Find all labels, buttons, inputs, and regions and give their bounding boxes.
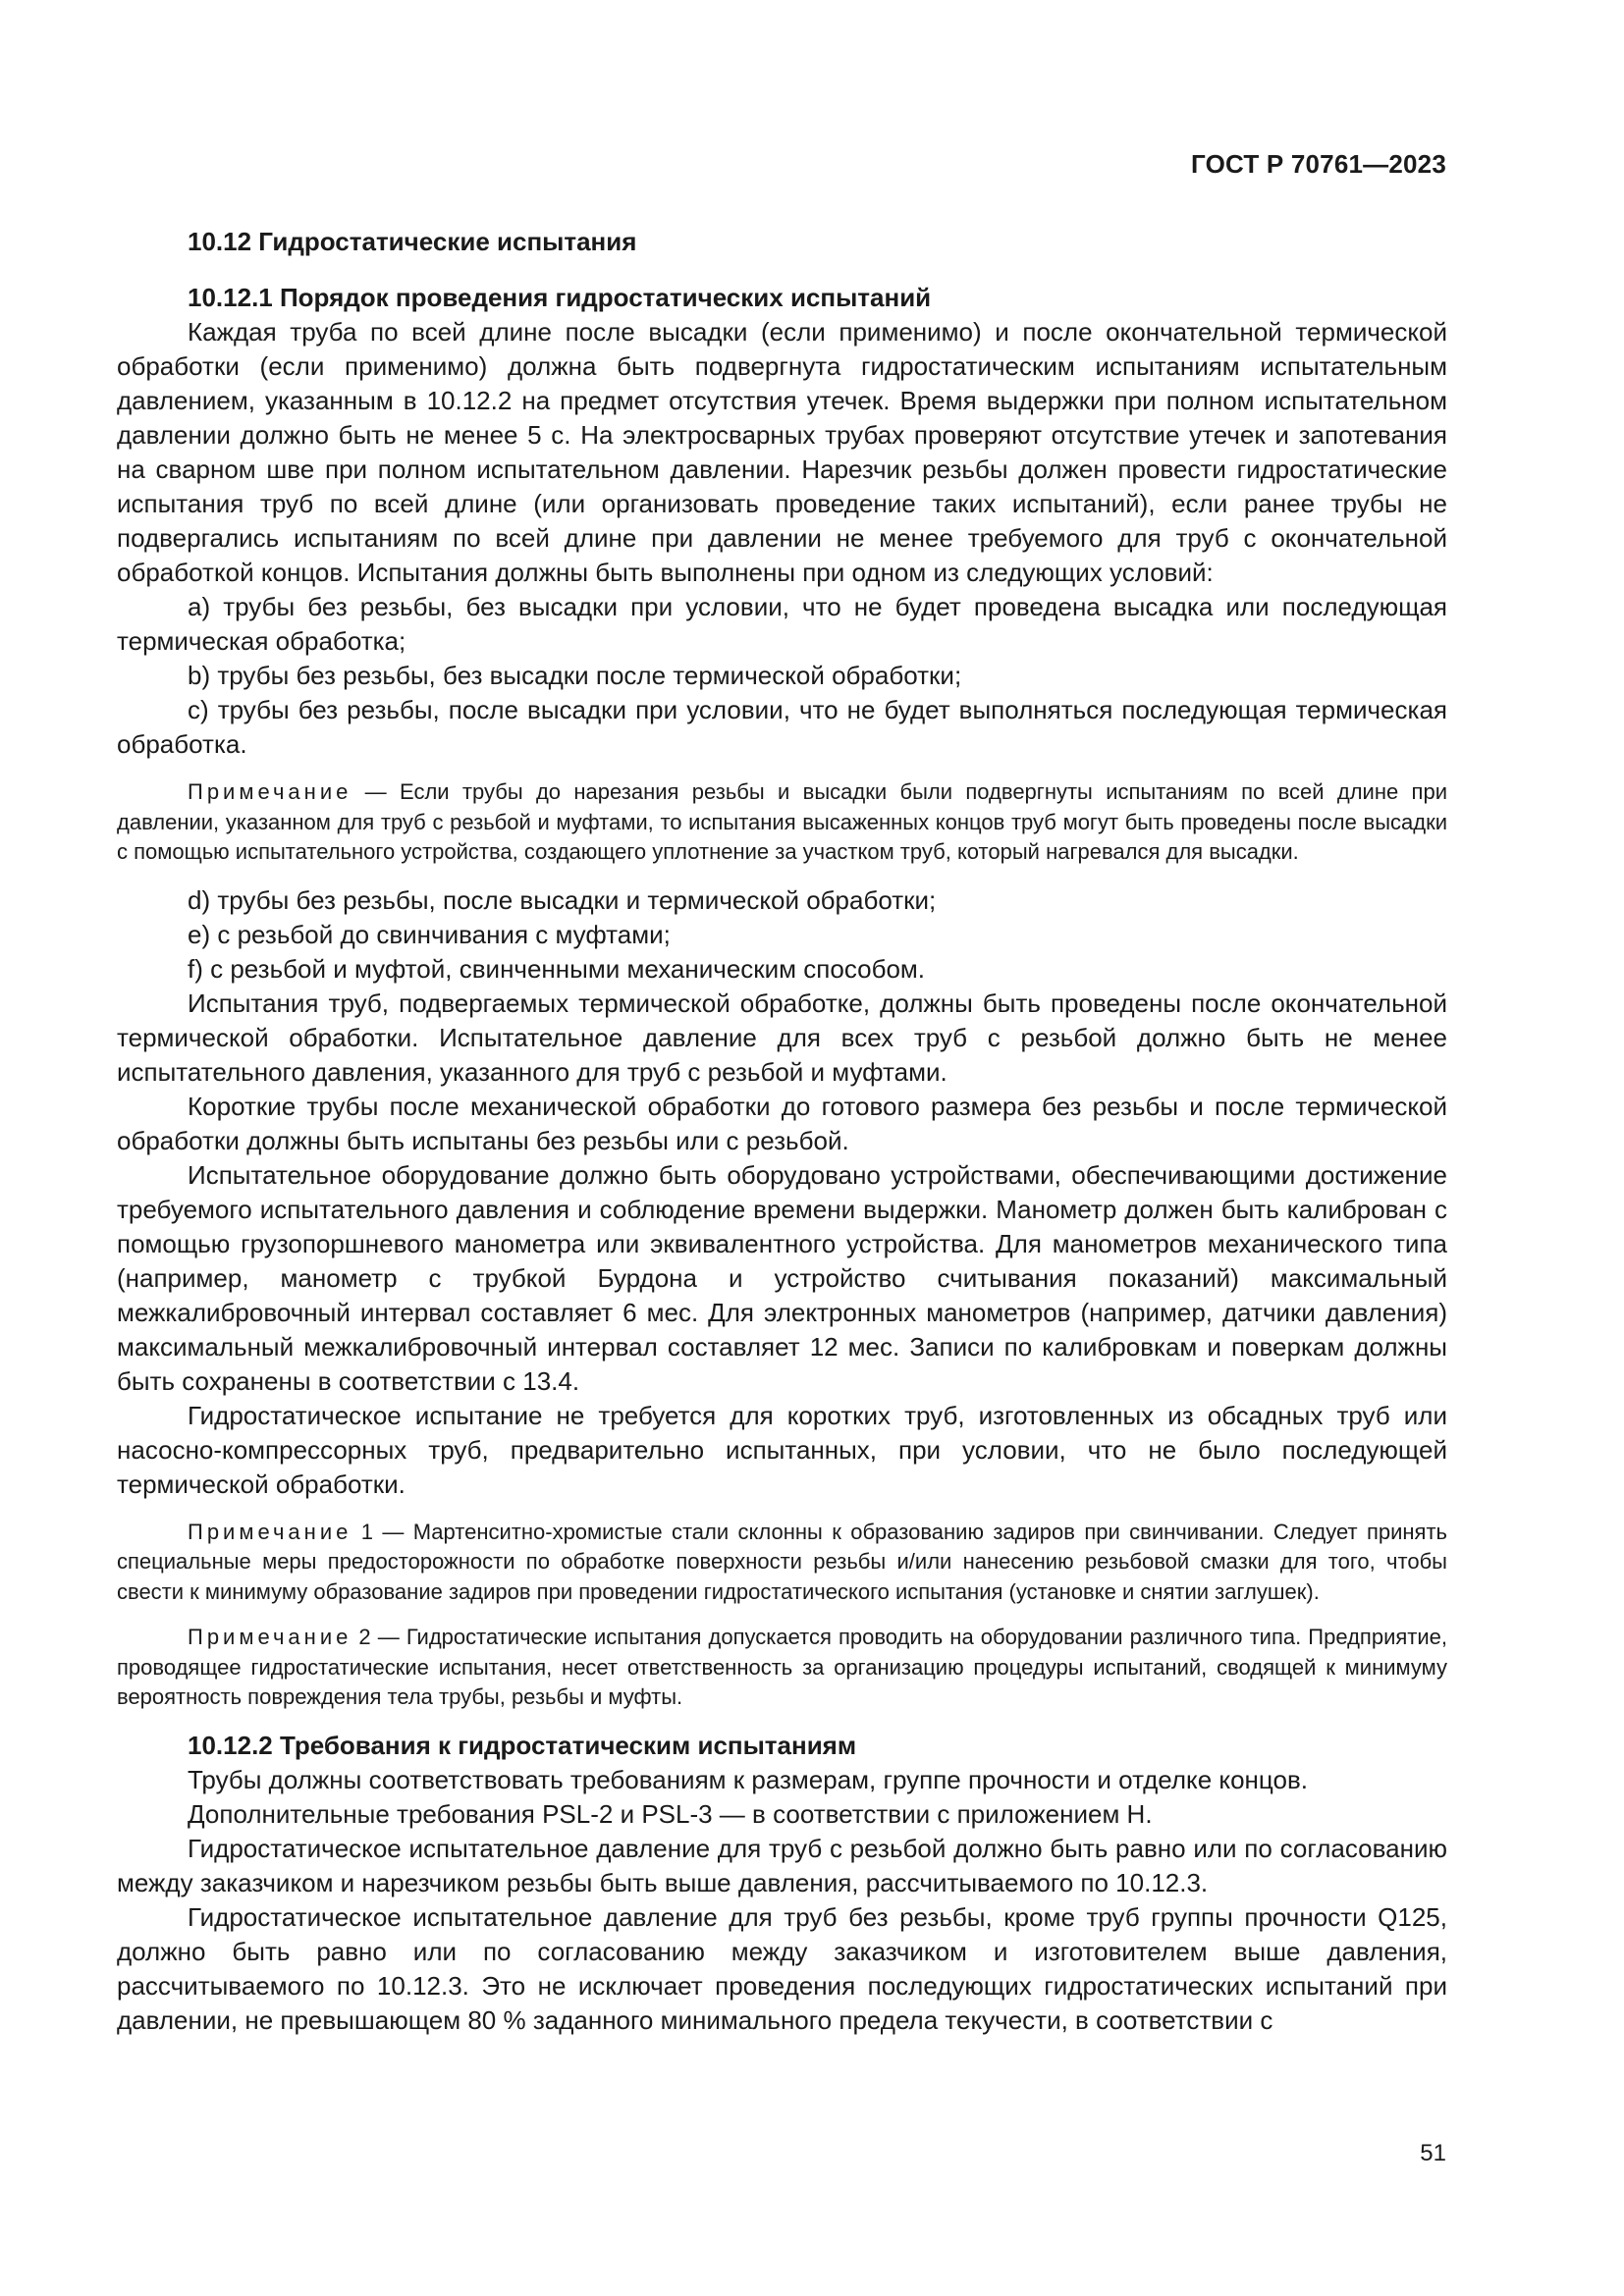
paragraph: Каждая труба по всей длине после высадки (если применимо) и после окончательной термической обработки (если применимо) должна быть подвергнута гидростатическим испытаниям испытательным давлением, указанным в 10.12.2 на предмет отсутствия утечек. Время выдержки при полном испытательном давлении должно быть не менее 5 с. На электросварных трубах проверяют отсутствие утечек и запотевания на сварном шве при полном испытательном давлении. Нарезчик резьбы должен провести гидростатические испытания труб по всей длине (или организовать проведение таких испытаний), если ранее трубы не подвергались испытаниям по всей длине при давлении не менее требуемого для труб с окончательной обработкой концов. Испытания должны быть выполнены при одном из следующих условий:: [117, 317, 1447, 587]
note-2: [117, 1623, 1447, 1713]
list-item-d: d) трубы без резьбы, после высадки и термической обработки;: [188, 884, 937, 915]
list-item-a: a) трубы без резьбы, без высадки при условии, что не будет проведена высадка или последующая термическая обработка;: [117, 592, 1447, 656]
list-item-b: b) трубы без резьбы, без высадки после термической обработки;: [188, 661, 962, 690]
paragraph: Гидростатическое испытание не требуется для коротких труб, изготовленных из обсадных труб или насосно-компрессорных труб, предварительно испытанных, при условии, что не было последующей термической обработки.: [117, 1400, 1447, 1499]
paragraph: Короткие трубы после механической обработки до готового размера без резьбы и после термической обработки должны быть испытаны без резьбы или с резьбой.: [117, 1091, 1447, 1155]
note: [117, 777, 1447, 868]
subsection-title-10-12-2: 10.12.2 Требования к гидростатическим испытаниям: [188, 1730, 857, 1760]
page-content: [117, 224, 1447, 2038]
page-number: 51: [1420, 2140, 1446, 2166]
document-code: ГОСТ Р 70761—2023: [1191, 149, 1446, 179]
section-title: 10.12 Гидростатические испытания: [188, 227, 637, 256]
paragraph: Трубы должны соответствовать требованиям к размерам, группе прочности и отделке концов.: [188, 1764, 1308, 1794]
note-label: Примечание: [188, 1625, 352, 1649]
list-item-c: c) трубы без резьбы, после высадки при условии, что не будет выполняться последующая термическая обработка.: [117, 695, 1447, 759]
note-label: Примечание: [188, 1519, 352, 1544]
paragraph: Испытания труб, подвергаемых термической обработке, должны быть проведены после окончательной термической обработки. Испытательное давление для всех труб с резьбой должно быть не менее испытательного давления, указанного для труб с резьбой и муфтами.: [117, 988, 1447, 1087]
list-item-f: f) с резьбой и муфтой, свинченными механическим способом.: [188, 953, 926, 984]
paragraph: Испытательное оборудование должно быть оборудовано устройствами, обеспечивающими достижение требуемого испытательного давления и соблюдение времени выдержки. Манометр должен быть калиброван с помощью грузопоршневого манометра или эквивалентного устройства. Для манометров механического типа (например, манометр с трубкой Бурдона и устройство считывания показаний) максимальный межкалибровочный интервал составляет 6 мес. Для электронных манометров (например, датчики давления) максимальный межкалибровочный интервал составляет 12 мес. Записи по калибровкам и поверкам должны быть сохранены в соответствии с 13.4.: [117, 1159, 1447, 1396]
subsection-title-10-12-1: 10.12.1 Порядок проведения гидростатических испытаний: [188, 283, 932, 312]
note-1: [117, 1518, 1447, 1608]
paragraph: Гидростатическое испытательное давление для труб с резьбой должно быть равно или по согласованию между заказчиком и нарезчиком резьбы быть выше давления, рассчитываемого по 10.12.3.: [117, 1833, 1447, 1897]
note-text: 1 — Мартенситно-хромистые стали склонны к образованию задиров при свинчивании. Следует принять специальные меры предосторожности по обработке поверхности резьбы и/или нанесению резьбовой смазки для того, чтобы свести к минимуму образование задиров при проведении гидростатического испытания (установке и снятии заглушек).: [117, 1519, 1447, 1604]
note-label: Примечание: [188, 779, 352, 804]
list-item-e: e) с резьбой до свинчивания с муфтами;: [188, 919, 671, 949]
paragraph: Гидростатическое испытательное давление для труб без резьбы, кроме труб группы прочности Q125, должно быть равно или по согласованию между заказчиком и изготовителем выше давления, рассчитываемого по 10.12.3. Это не исключает проведения последующих гидростатических испытаний при давлении, не превышающем 80 % заданного минимального предела текучести, в соответствии с: [117, 1901, 1447, 2035]
paragraph: Дополнительные требования PSL-2 и PSL-3 — в соответствии с приложением H.: [188, 1798, 1153, 1829]
note-text: 2 — Гидростатические испытания допускается проводить на оборудовании различного типа. Предприятие, проводящее гидростатические испытания, несет ответственность за организацию процедуры испытаний, сводящей к минимуму вероятность повреждения тела трубы, резьбы и муфты.: [117, 1625, 1447, 1709]
note-text: — Если трубы до нарезания резьбы и высадки были подвергнуты испытаниям по всей длине при давлении, указанном для труб с резьбой и муфтами, то испытания высаженных концов труб могут быть проведены после высадки с помощью испытательного устройства, создающего уплотнение за участком труб, который нагревался для высадки.: [117, 779, 1447, 864]
